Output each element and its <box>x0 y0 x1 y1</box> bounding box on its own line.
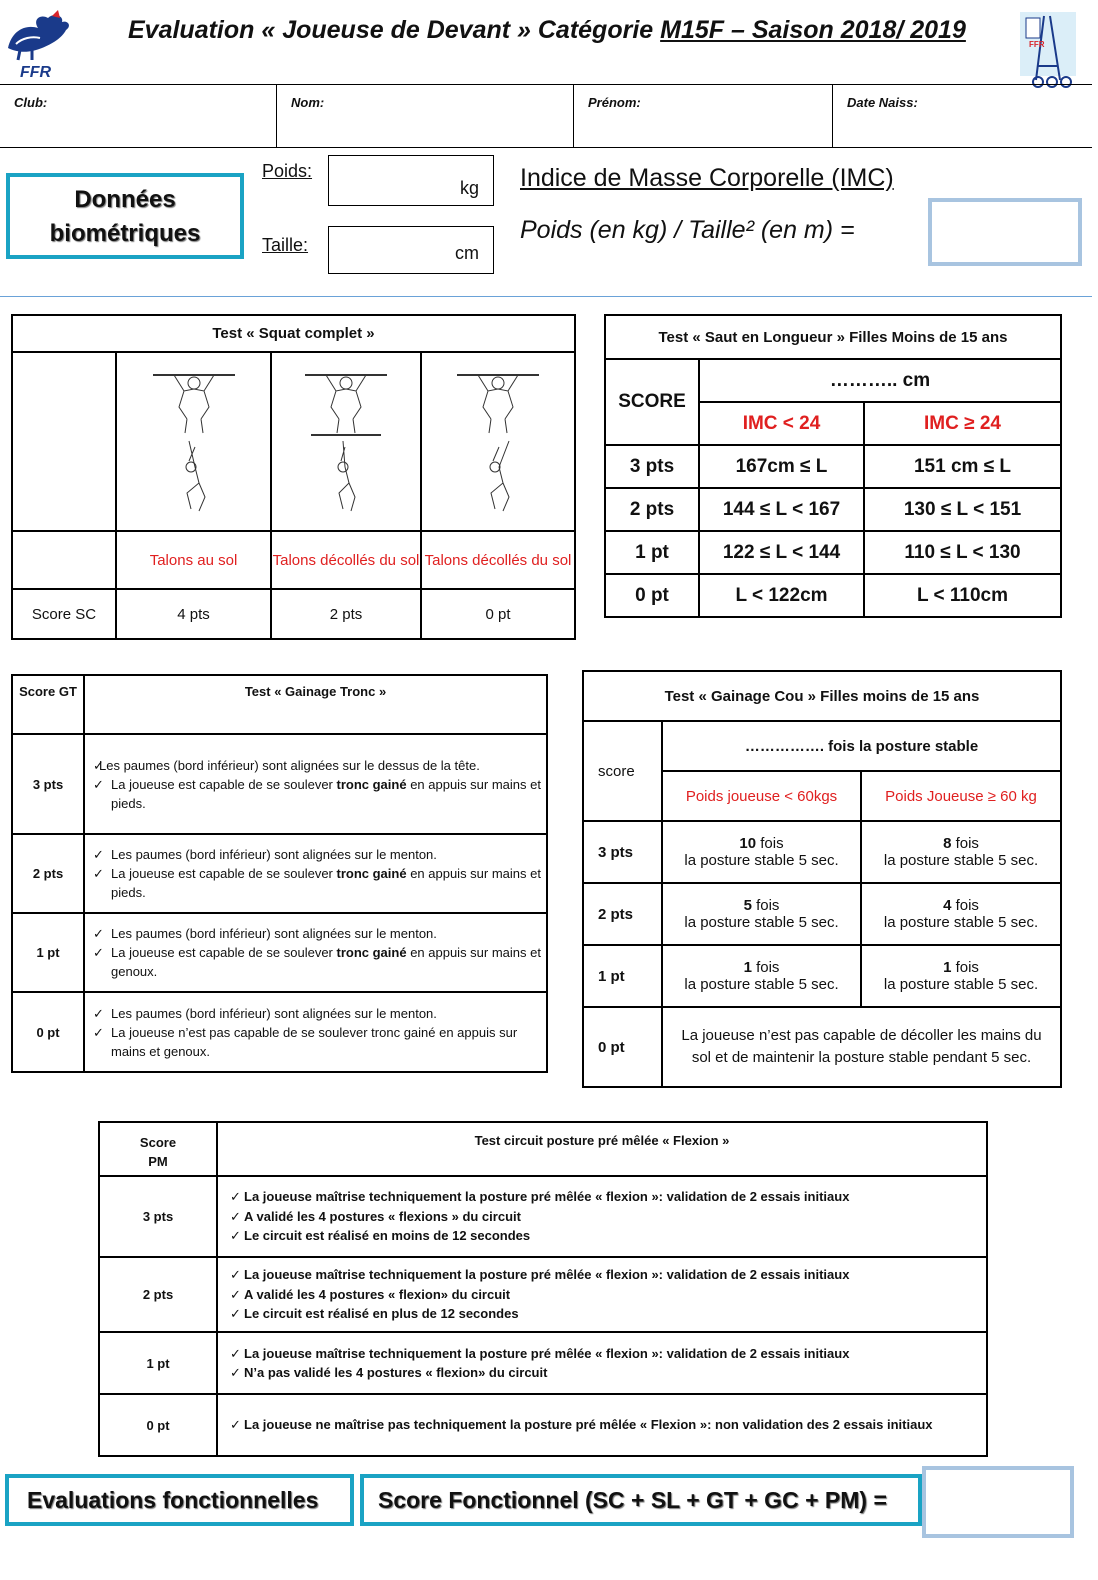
saut-low: 122 ≤ L < 144 <box>699 531 864 574</box>
gc-row <box>583 883 1061 945</box>
gt-item: ✓ Les paumes (bord inférieur) sont alignées sur le dessus de la tête. <box>85 756 546 775</box>
gainage-cou-table <box>582 670 1062 1088</box>
gt-row <box>12 734 547 834</box>
pm-item: ✓ A validé les 4 postures « flexions » du circuit <box>218 1207 986 1227</box>
saut-high: 110 ≤ L < 130 <box>864 531 1061 574</box>
squat-front-icon <box>149 367 239 437</box>
gc-zero-text: La joueuse n’est pas capable de décoller les mains du sol et de maintenir la posture stable pendant 5 sec. <box>662 1007 1061 1087</box>
title-category: M15F – Saison 2018/ 2019 <box>660 16 966 44</box>
saut-title: Test « Saut en Longueur » Filles Moins de 15 ans <box>605 315 1061 359</box>
page-title <box>128 16 966 45</box>
pm-pts: 3 pts <box>99 1176 217 1257</box>
saut-imc-low: IMC < 24 <box>699 402 864 445</box>
biometrics-title-line1: Données <box>74 186 176 213</box>
saut-high: 130 ≤ L < 151 <box>864 488 1061 531</box>
nom-field[interactable]: Nom: <box>277 85 574 147</box>
taille-input[interactable] <box>328 226 494 274</box>
squat-label-empty <box>12 531 116 589</box>
saut-row <box>605 488 1061 531</box>
gc-high: 4 fois la posture stable 5 sec. <box>861 883 1061 945</box>
score-fonctionnel-label: Score Fonctionnel (SC + SL + GT + GC + PM) = <box>360 1474 922 1526</box>
poids-input[interactable] <box>328 155 494 206</box>
squat-front-icon <box>301 367 391 437</box>
gc-pts: 2 pts <box>583 883 662 945</box>
taille-label: Taille: <box>262 235 309 255</box>
gt-row <box>12 834 547 913</box>
pm-score-header: Score PM <box>99 1122 217 1176</box>
poids-unit: kg <box>459 178 479 198</box>
pm-title: Test circuit posture pré mêlée « Flexion » <box>217 1122 987 1176</box>
saut-pts: 0 pt <box>605 574 699 617</box>
squat-front-icon <box>453 367 543 437</box>
gc-pts: 1 pt <box>583 945 662 1007</box>
pm-pts: 2 pts <box>99 1257 217 1332</box>
squat-table <box>11 314 576 640</box>
pm-item: ✓ La joueuse maîtrise techniquement la posture pré mêlée « flexion »: validation de 2 essais initiaux <box>218 1187 986 1207</box>
saut-row <box>605 445 1061 488</box>
gc-col-low: Poids joueuse < 60kgs <box>662 771 861 821</box>
pm-item: ✓ Le circuit est réalisé en moins de 12 secondes <box>218 1226 986 1246</box>
date-naiss-field[interactable]: Date Naiss: <box>847 95 918 110</box>
saut-cm-header: ……….. cm <box>699 359 1061 402</box>
gainage-tronc-table <box>11 674 548 1073</box>
squat-title: Test « Squat complet » <box>12 315 575 352</box>
gt-item: ✓ La joueuse n’est pas capable de se soulever tronc gainé en appuis sur mains et genoux. <box>85 1023 546 1061</box>
saut-table <box>604 314 1062 618</box>
identity-row <box>0 84 1092 148</box>
ffr-logo-text: FFR <box>20 64 52 81</box>
gt-item: ✓ Les paumes (bord inférieur) sont alignées sur le menton. <box>85 845 546 864</box>
pm-item: ✓ La joueuse maîtrise techniquement la posture pré mêlée « flexion »: validation de 2 essais initiaux <box>218 1265 986 1285</box>
saut-high: L < 110cm <box>864 574 1061 617</box>
gc-high: 1 fois la posture stable 5 sec. <box>861 945 1061 1007</box>
squat-side-icon <box>169 437 219 517</box>
imc-formula: Poids (en kg) / Taille² (en m) = <box>520 216 855 244</box>
taille-unit: cm <box>455 243 479 263</box>
gc-row <box>583 821 1061 883</box>
imc-title: Indice de Masse Corporelle (IMC) <box>520 164 894 192</box>
pm-row <box>99 1394 987 1456</box>
pm-item: ✓ A validé les 4 postures « flexion» du circuit <box>218 1285 986 1305</box>
squat-empty-cell <box>12 352 116 531</box>
pm-item: ✓ La joueuse maîtrise techniquement la posture pré mêlée « flexion »: validation de 2 essais initiaux <box>218 1344 986 1364</box>
ffr-logo <box>2 8 80 81</box>
pm-row <box>99 1332 987 1394</box>
squat-label-2: Talons décollés du sol <box>271 531 421 589</box>
rugby-posts-icon <box>1016 8 1086 90</box>
gc-pts: 0 pt <box>583 1007 662 1087</box>
gt-item: ✓ Les paumes (bord inférieur) sont alignées sur le menton. <box>85 924 546 943</box>
biometrics-title <box>6 173 244 259</box>
gc-title: Test « Gainage Cou » Filles moins de 15 ans <box>583 671 1061 721</box>
gc-pts: 3 pts <box>583 821 662 883</box>
saut-low: 167cm ≤ L <box>699 445 864 488</box>
gc-col-high: Poids Joueuse ≥ 60 kg <box>861 771 1061 821</box>
gc-low: 10 fois la posture stable 5 sec. <box>662 821 861 883</box>
gc-row <box>583 1007 1061 1087</box>
squat-side-icon <box>473 437 523 517</box>
gc-score-label: score <box>583 721 662 821</box>
prenom-field[interactable]: Prénom: <box>574 85 833 147</box>
gc-fois-header: ……………. fois la posture stable <box>662 721 1061 771</box>
saut-low: L < 122cm <box>699 574 864 617</box>
saut-pts: 3 pts <box>605 445 699 488</box>
imc-result-box[interactable] <box>928 198 1082 266</box>
gc-row <box>583 945 1061 1007</box>
gt-pts: 1 pt <box>12 913 84 992</box>
squat-label-1: Talons au sol <box>116 531 271 589</box>
gt-pts: 2 pts <box>12 834 84 913</box>
score-fonctionnel-box[interactable] <box>922 1466 1074 1538</box>
circuit-table <box>98 1121 988 1457</box>
squat-score-label: Score SC <box>12 589 116 639</box>
poids-label: Poids: <box>262 161 313 181</box>
pm-row <box>99 1176 987 1257</box>
gt-item: ✓ La joueuse est capable de se soulever tronc gainé en appuis sur mains et pieds. <box>85 775 546 813</box>
saut-high: 151 cm ≤ L <box>864 445 1061 488</box>
pm-pts: 1 pt <box>99 1332 217 1394</box>
saut-pts: 1 pt <box>605 531 699 574</box>
biometrics-title-line2: biométriques <box>49 220 201 247</box>
gt-row <box>12 992 547 1072</box>
pm-item: ✓ Le circuit est réalisé en plus de 12 secondes <box>218 1304 986 1324</box>
pm-row <box>99 1257 987 1332</box>
evaluations-fonctionnelles-label: Evaluations fonctionnelles <box>5 1474 354 1526</box>
squat-figure-3 <box>421 352 575 531</box>
pm-item: ✓ N’a pas validé les 4 postures « flexion» du circuit <box>218 1363 986 1383</box>
squat-score-1: 4 pts <box>116 589 271 639</box>
pm-pts: 0 pt <box>99 1394 217 1456</box>
gt-title: Test « Gainage Tronc » <box>84 675 547 734</box>
gt-score-header: Score GT <box>12 675 84 734</box>
squat-label-3: Talons décollés du sol <box>421 531 575 589</box>
gt-row <box>12 913 547 992</box>
saut-row <box>605 574 1061 617</box>
title-prefix: Evaluation « Joueuse de Devant » Catégorie <box>128 16 661 44</box>
gc-low: 1 fois la posture stable 5 sec. <box>662 945 861 1007</box>
gt-item: ✓ La joueuse est capable de se soulever tronc gainé en appuis sur mains et genoux. <box>85 943 546 981</box>
squat-figure-2 <box>271 352 421 531</box>
gt-pts: 0 pt <box>12 992 84 1072</box>
saut-pts: 2 pts <box>605 488 699 531</box>
squat-side-icon <box>321 437 371 517</box>
gt-item: ✓ La joueuse est capable de se soulever tronc gainé en appuis sur mains et pieds. <box>85 864 546 902</box>
saut-imc-high: IMC ≥ 24 <box>864 402 1061 445</box>
saut-low: 144 ≤ L < 167 <box>699 488 864 531</box>
right-logo-text: FFR <box>1029 40 1045 49</box>
club-field[interactable]: Club: <box>0 85 277 147</box>
gt-item: ✓ Les paumes (bord inférieur) sont alignées sur le menton. <box>85 1004 546 1023</box>
saut-row <box>605 531 1061 574</box>
squat-figure-1 <box>116 352 271 531</box>
gt-pts: 3 pts <box>12 734 84 834</box>
ffr-stadium-logo <box>1016 8 1086 90</box>
gc-high: 8 fois la posture stable 5 sec. <box>861 821 1061 883</box>
section-divider <box>0 296 1092 297</box>
saut-score-header: SCORE <box>605 359 699 445</box>
pm-item: ✓ La joueuse ne maîtrise pas techniquement la posture pré mêlée « Flexion »: non validation des 2 essais initiaux <box>218 1415 986 1435</box>
squat-score-3: 0 pt <box>421 589 575 639</box>
squat-score-2: 2 pts <box>271 589 421 639</box>
gc-low: 5 fois la posture stable 5 sec. <box>662 883 861 945</box>
